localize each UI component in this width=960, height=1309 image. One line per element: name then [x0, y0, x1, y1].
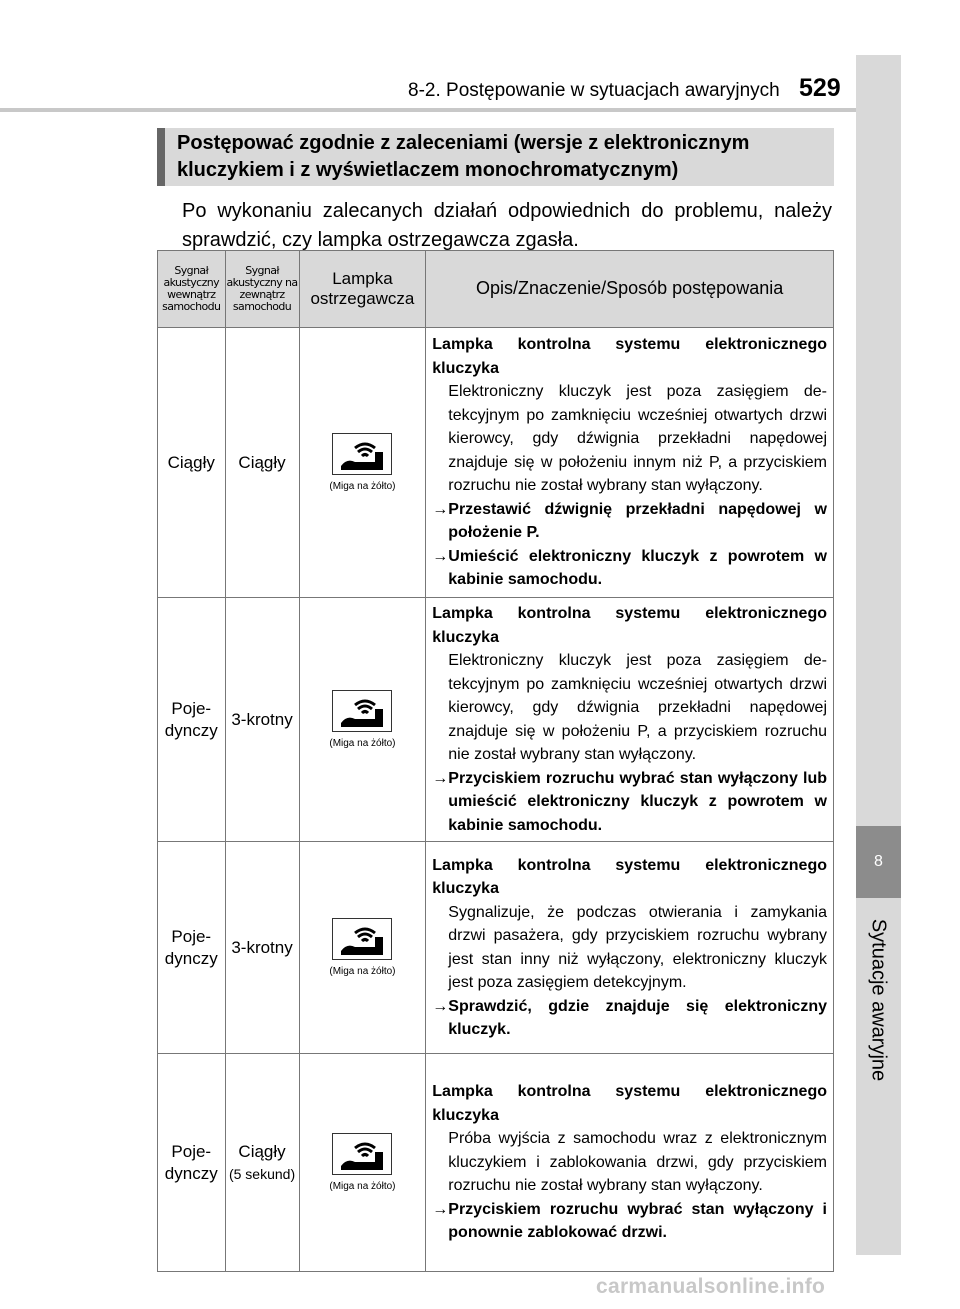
table-row: [158, 842, 834, 1054]
outside-signal-cell: 3-krotny: [225, 842, 299, 1054]
section-heading-box: [157, 128, 834, 186]
header-rule: [0, 108, 900, 112]
section-heading-bar: [157, 128, 165, 186]
inside-signal-cell: Ciągły: [158, 328, 226, 598]
column-header-outside-signal: Sygnał akustyczny na zewnątrz samochodu: [225, 251, 299, 328]
side-tab-chapter-label: Sytuacje awaryjne: [867, 918, 890, 1082]
key-warning-icon: [332, 1133, 392, 1175]
warning-table: [157, 250, 834, 1272]
icon-caption: (Miga na żółto): [329, 1181, 396, 1192]
description-body: Elektroniczny kluczyk jest poza zasięgiem detekcyjnym po zamknięciu wcześniej otwartych drzwi kierowcy, gdy dźwignia przekładni napędowej znajduje się w położeniu P, a przyciskiem rozruchu nie został wybrany stan wyłączony.: [448, 652, 827, 763]
description-cell: [426, 842, 834, 1054]
footer-watermark: carmanualsonline.info: [596, 1275, 826, 1298]
warning-light-cell: [299, 842, 426, 1054]
inside-signal-cell: Poje- dynczy: [158, 1054, 226, 1272]
warning-light-cell: [299, 328, 426, 598]
inside-signal-cell: Poje- dynczy: [158, 598, 226, 842]
warning-light-cell: [299, 1054, 426, 1272]
column-header-warning-light: Lampka ostrzegawcza: [299, 251, 426, 328]
intro-paragraph: Po wykonaniu zalecanych działań odpowiednich do problemu, należy sprawdzić, czy lampka ostrzegawcza zgasła.: [182, 200, 832, 251]
icon-caption: (Miga na żółto): [329, 481, 396, 492]
page-number: 529: [799, 74, 841, 102]
warning-light-cell: [299, 598, 426, 842]
inside-signal-cell: Poje- dynczy: [158, 842, 226, 1054]
description-body: Sygnalizuje, że podczas otwierania i zamykania drzwi pasażera, gdy przyciskiem rozruchu wybrany jest stan inny niż wyłączony, elektroniczny kluczyk jest poza zasięgiem detekcyjnym.: [448, 903, 827, 991]
table-row: [158, 328, 834, 598]
key-warning-icon: [332, 918, 392, 960]
outside-signal-cell: Ciągły (5 sekund): [225, 1054, 299, 1272]
description-cell: [426, 598, 834, 842]
description-title: Lampka kontrolna systemu elektronicznego kluczyka: [432, 1083, 827, 1124]
icon-caption: (Miga na żółto): [329, 738, 396, 749]
side-tab-chapter-number: 8: [856, 826, 901, 898]
table-row: [158, 598, 834, 842]
description-cell: [426, 328, 834, 598]
description-title: Lampka kontrolna systemu elektronicznego kluczyka: [432, 856, 827, 897]
column-header-inside-signal: Sygnał akustyczny wewnątrz samochodu: [158, 251, 226, 328]
description-action-1: →Sprawdzić, gdzie znajduje się elektroniczny kluczyk.: [432, 997, 827, 1038]
description-action-1: →Przyciskiem rozruchu wybrać stan wyłączony i ponownie zablokować drzwi.: [432, 1200, 827, 1242]
description-body: Próba wyjścia z samochodu wraz z elektronicznym kluczykiem i zablokowania drzwi, gdy przyciskiem rozruchu nie został wybrany stan wyłączony.: [448, 1130, 827, 1195]
key-warning-icon: [332, 690, 392, 732]
icon-caption: (Miga na żółto): [329, 966, 396, 977]
running-header: 8-2. Postępowanie w sytuacjach awaryjnych: [408, 80, 780, 101]
description-title: Lampka kontrolna systemu elektronicznego kluczyka: [432, 336, 827, 377]
column-header-description: Opis/Znaczenie/Sposób postępowania: [426, 251, 834, 328]
description-cell: [426, 1054, 834, 1272]
outside-signal-cell: Ciągły: [225, 328, 299, 598]
outside-signal-cell: 3-krotny: [225, 598, 299, 842]
table-row: [158, 1054, 834, 1272]
key-warning-icon: [332, 433, 392, 475]
description-action-2: →Umieścić elektroniczny kluczyk z powrotem w kabinie samochodu.: [432, 547, 827, 589]
section-heading: Postępować zgodnie z zaleceniami (wersje z elektronicznym kluczykiem i z wyświetlaczem monochromatycznym): [177, 132, 750, 181]
table-header-row: [158, 251, 834, 328]
description-title: Lampka kontrolna systemu elektronicznego kluczyka: [432, 605, 827, 646]
description-action-1: →Przestawić dźwignię przekładni napędowej w położenie P.: [432, 500, 827, 542]
description-action-1: →Przyciskiem rozruchu wybrać stan wyłączony lub umieścić elektroniczny kluczyk z powrotem w kabinie samochodu.: [432, 769, 827, 834]
description-body: Elektroniczny kluczyk jest poza zasięgiem detekcyjnym po zamknięciu wcześniej otwartych drzwi kierowcy, gdy dźwignia przekładni napędowej znajduje się w położeniu innym niż P, a przyciskiem rozruchu nie został wybrany stan wyłączony.: [448, 383, 827, 495]
